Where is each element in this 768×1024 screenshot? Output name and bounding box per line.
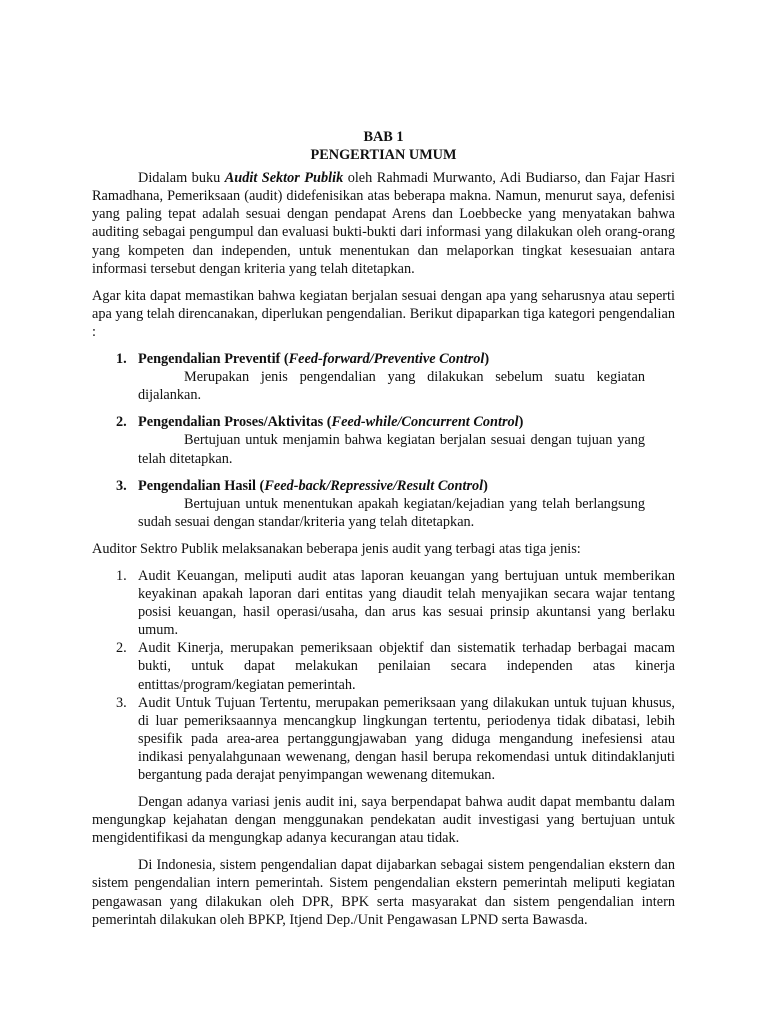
intro-post: oleh Rahmadi Murwanto, Adi Budiarso, dan Fajar Hasri Ramadhana, Pemeriksaan (audit) didefenisikan atas beberapa makna. Namun, menurut saya, defenisi yang paling tepat adalah sesuai dengan pendapat Arens dan Loebbecke yang menyatakan bahwa auditing sebagai pengumpul dan evaluasi bukti-bukti dari informasi yang dilakukan oleh orang-orang yang kompeten dan independen, untuk menentukan dan melaporkan tingkat kesesuaian antara informasi tersebut dengan kriteria yang telah ditetapkan. [92,170,675,277]
control-category-list [92,350,675,531]
audit-type-number: 3. [116,694,127,711]
document-page [92,128,675,929]
audit-type-number: 2. [116,640,127,657]
control-item [92,350,675,404]
audit-type-text: Audit Untuk Tujuan Tertentu, merupakan pemeriksaan yang dilakukan untuk tujuan khusus, di luar pemeriksaannya mencangkup lingkungan tertentu, periodenya tidak dibatasi, lebih spesifik pada area-area pertanggungjawaban yang diduga mengandung inefesiensi atau indikasi penyalahgunaan wewenang, dengan hasil berupa rekomendasi untuk ditindaklanjuti bergantung pada derajat penyimpangan wewenang ditemukan. [138,694,675,783]
control-item-heading: Pengendalian Preventif (Feed-forward/Preventive Control) [138,351,490,368]
control-item-heading: Pengendalian Proses/Aktivitas (Feed-while/Concurrent Control) [138,414,524,431]
intro-pre: Didalam buku [138,170,225,187]
control-intro-paragraph: Agar kita dapat memastikan bahwa kegiatan berjalan sesuai dengan apa yang seharusnya atau seperti apa yang telah direncanakan, diperlukan pengendalian. Berikut dipaparkan tiga kategori pengendalian : [92,287,675,340]
audit-type-item [92,694,675,784]
control-item-description: Merupakan jenis pengendalian yang dilakukan sebelum suatu kegiatan dijalankan. [138,369,645,404]
intro-paragraph [92,169,675,278]
book-title: Audit Sektor Publik [224,170,344,187]
opinion-paragraph: Dengan adanya variasi jenis audit ini, saya berpendapat bahwa audit dapat membantu dalam mengungkap kejahatan dengan menggunakan pendekatan audit investigasi yang bertujuan untuk mengidentifikasi da mengungkap adanya kecurangan atau tidak. [92,794,675,847]
audit-types-intro: Auditor Sektro Publik melaksanakan beberapa jenis audit yang terbagi atas tiga jenis: [92,540,581,557]
control-item-heading: Pengendalian Hasil (Feed-back/Repressive/Result Control) [138,477,488,494]
audit-type-list [92,567,675,784]
control-item-description: Bertujuan untuk menjamin bahwa kegiatan berjalan sesuai dengan tujuan yang telah ditetapkan. [138,432,645,467]
chapter-number: BAB 1 [363,129,404,145]
control-item-description: Bertujuan untuk menentukan apakah kegiatan/kejadian yang telah berlangsung sudah sesuai dengan standar/kriteria yang telah ditetapkan. [138,495,645,530]
chapter-title: PENGERTIAN UMUM [310,147,457,164]
audit-type-text: Audit Keuangan, meliputi audit atas laporan keuangan yang bertujuan untuk memberikan keyakinan apakah laporan dari entitas yang diaudit telah menyajikan secara wajar tentang posisi keuangan, hasil operasi/usaha, dan arus kas sesuai prinsip akuntansi yang berlaku umum. [138,567,675,639]
indonesia-control-paragraph: Di Indonesia, sistem pengendalian dapat dijabarkan sebagai sistem pengendalian ekstern dan sistem pengendalian intern pemerintah. Sistem pengendalian ekstern pemerintah meliputi kegiatan pengawasan yang dilakukan oleh DPR, BPK serta masyarakat dan sistem pengendalian intern pemerintah dilakukan oleh BPKP, Itjend Dep./Unit Pengawasan LPND serta Bawasda. [92,857,675,928]
control-item-number: 2. [116,414,127,431]
audit-type-item [92,567,675,639]
control-item-number: 1. [116,351,127,368]
control-item-number: 3. [116,477,127,494]
control-item [92,477,675,531]
control-item [92,413,675,467]
audit-type-text: Audit Kinerja, merupakan pemeriksaan objektif dan sistematik terhadap berbagai macam bukti, untuk dapat melakukan penilaian secara independen atas kinerja entittas/program/kegiatan pemerintah. [138,640,675,693]
audit-type-number: 1. [116,567,127,584]
audit-type-item [92,639,675,693]
